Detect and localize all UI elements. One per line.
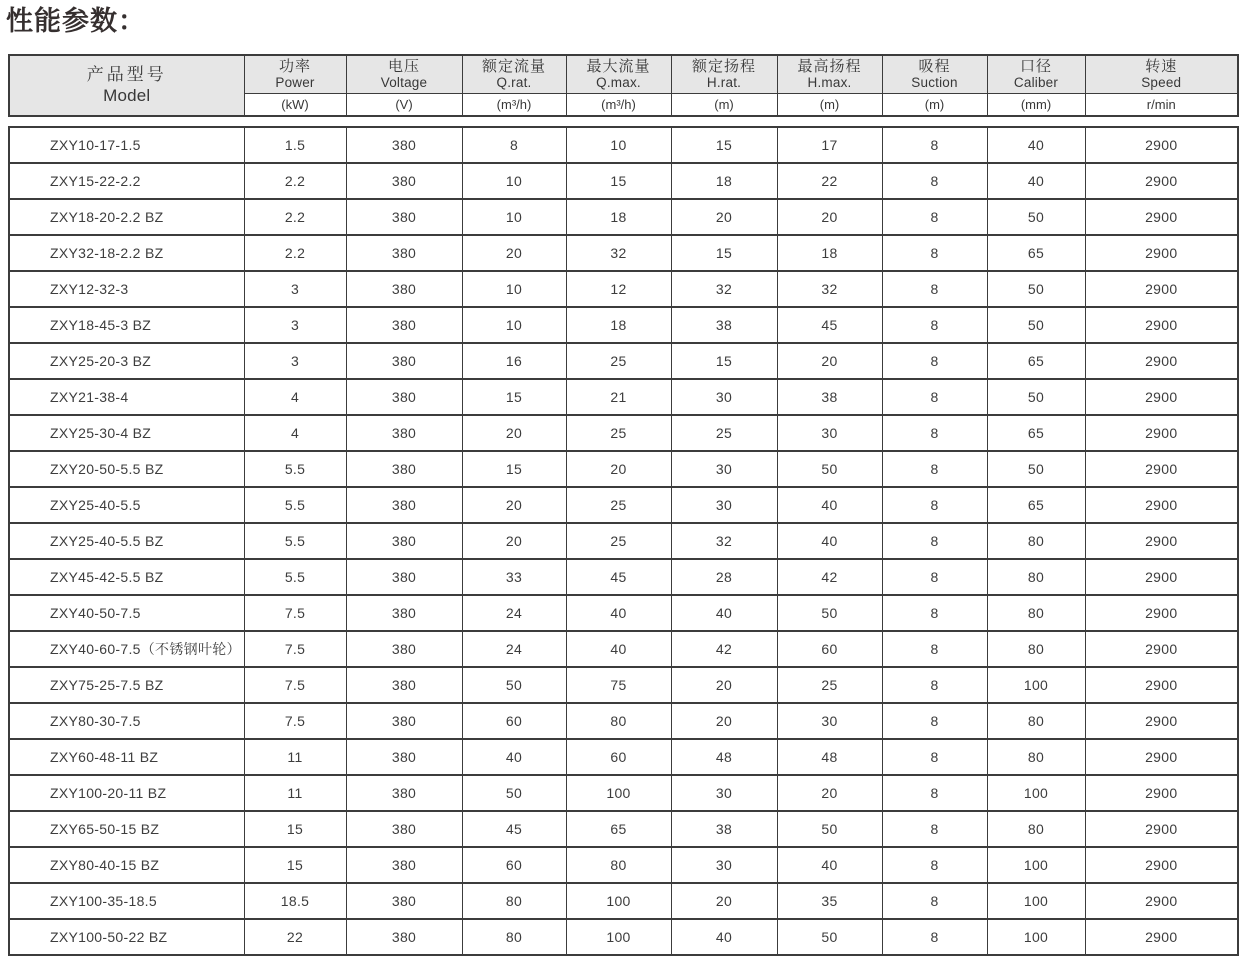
model-cell: ZXY100-35-18.5: [9, 883, 244, 919]
value-cell: 24: [462, 631, 566, 667]
value-cell: 20: [777, 343, 882, 379]
unit-cell-power: (kW): [244, 94, 346, 117]
value-cell: 7.5: [244, 667, 346, 703]
unit-cell-q-rat: (m³/h): [462, 94, 566, 117]
value-cell: 8: [882, 235, 987, 271]
value-cell: 3: [244, 343, 346, 379]
value-cell: 80: [987, 739, 1085, 775]
value-cell: 8: [882, 847, 987, 883]
column-header-voltage: [346, 55, 462, 94]
model-cell: ZXY75-25-7.5 BZ: [9, 667, 244, 703]
value-cell: 11: [244, 775, 346, 811]
value-cell: 100: [566, 883, 671, 919]
column-header-h-rat: [671, 55, 777, 94]
column-title-en: H.rat.: [706, 75, 742, 91]
value-cell: 380: [346, 703, 462, 739]
model-cell: ZXY25-20-3 BZ: [9, 343, 244, 379]
unit-cell-speed: r/min: [1085, 94, 1238, 117]
value-cell: 20: [462, 415, 566, 451]
value-cell: 2900: [1085, 199, 1238, 235]
value-cell: 2900: [1085, 883, 1238, 919]
table-row: [9, 775, 1238, 811]
value-cell: 38: [777, 379, 882, 415]
value-cell: 80: [987, 811, 1085, 847]
value-cell: 380: [346, 127, 462, 163]
value-cell: 2900: [1085, 451, 1238, 487]
value-cell: 35: [777, 883, 882, 919]
value-cell: 40: [987, 127, 1085, 163]
value-cell: 22: [244, 919, 346, 955]
value-cell: 100: [987, 883, 1085, 919]
value-cell: 42: [777, 559, 882, 595]
column-title-zh: 最大流量: [586, 58, 651, 75]
table-row: [9, 739, 1238, 775]
table-row: [9, 199, 1238, 235]
value-cell: 25: [566, 487, 671, 523]
unit-cell-suction: (m): [882, 94, 987, 117]
table-row: [9, 307, 1238, 343]
value-cell: 25: [566, 415, 671, 451]
model-cell: ZXY80-30-7.5: [9, 703, 244, 739]
value-cell: 2.2: [244, 163, 346, 199]
value-cell: 380: [346, 811, 462, 847]
value-cell: 4: [244, 379, 346, 415]
column-header-speed: [1085, 55, 1238, 94]
value-cell: 32: [777, 271, 882, 307]
value-cell: 20: [566, 451, 671, 487]
model-cell: ZXY80-40-15 BZ: [9, 847, 244, 883]
value-cell: 45: [777, 307, 882, 343]
column-title-zh: 额定扬程: [691, 58, 756, 75]
value-cell: 7.5: [244, 595, 346, 631]
model-cell: ZXY21-38-4: [9, 379, 244, 415]
value-cell: 380: [346, 235, 462, 271]
value-cell: 20: [671, 883, 777, 919]
document-page: [0, 6, 1243, 956]
model-cell: ZXY25-40-5.5 BZ: [9, 523, 244, 559]
column-title-en: Suction: [911, 75, 958, 91]
value-cell: 2900: [1085, 415, 1238, 451]
value-cell: 50: [462, 775, 566, 811]
value-cell: 15: [244, 847, 346, 883]
table-row: [9, 127, 1238, 163]
value-cell: 2900: [1085, 739, 1238, 775]
value-cell: 22: [777, 163, 882, 199]
table-row: [9, 271, 1238, 307]
value-cell: 80: [566, 847, 671, 883]
value-cell: 65: [987, 235, 1085, 271]
spec-table-body: [8, 126, 1239, 956]
value-cell: 20: [462, 523, 566, 559]
value-cell: 50: [987, 451, 1085, 487]
table-row: [9, 343, 1238, 379]
table-row: [9, 703, 1238, 739]
value-cell: 8: [882, 523, 987, 559]
value-cell: 18: [566, 199, 671, 235]
value-cell: 20: [462, 235, 566, 271]
value-cell: 5.5: [244, 559, 346, 595]
value-cell: 45: [566, 559, 671, 595]
value-cell: 20: [462, 487, 566, 523]
value-cell: 15: [462, 451, 566, 487]
value-cell: 80: [987, 559, 1085, 595]
value-cell: 2900: [1085, 271, 1238, 307]
value-cell: 80: [462, 919, 566, 955]
value-cell: 15: [462, 379, 566, 415]
value-cell: 380: [346, 451, 462, 487]
value-cell: 50: [987, 199, 1085, 235]
column-header-power: [244, 55, 346, 94]
value-cell: 65: [987, 343, 1085, 379]
model-cell: ZXY12-32-3: [9, 271, 244, 307]
value-cell: 2900: [1085, 235, 1238, 271]
value-cell: 8: [462, 127, 566, 163]
value-cell: 7.5: [244, 631, 346, 667]
value-cell: 8: [882, 487, 987, 523]
value-cell: 45: [462, 811, 566, 847]
model-cell: ZXY45-42-5.5 BZ: [9, 559, 244, 595]
value-cell: 8: [882, 199, 987, 235]
unit-cell-caliber: (mm): [987, 94, 1085, 117]
value-cell: 80: [462, 883, 566, 919]
value-cell: 50: [987, 379, 1085, 415]
value-cell: 8: [882, 163, 987, 199]
value-cell: 65: [987, 415, 1085, 451]
column-title-zh: 额定流量: [481, 58, 546, 75]
value-cell: 30: [777, 703, 882, 739]
value-cell: 48: [777, 739, 882, 775]
table-row: [9, 451, 1238, 487]
value-cell: 80: [987, 523, 1085, 559]
column-header-caliber: [987, 55, 1085, 94]
value-cell: 80: [566, 703, 671, 739]
value-cell: 10: [462, 199, 566, 235]
column-title-zh: 最高扬程: [797, 58, 862, 75]
value-cell: 3: [244, 271, 346, 307]
column-title-zh: 功率: [278, 58, 311, 75]
model-cell: ZXY25-30-4 BZ: [9, 415, 244, 451]
value-cell: 8: [882, 451, 987, 487]
value-cell: 2900: [1085, 631, 1238, 667]
model-cell: ZXY15-22-2.2: [9, 163, 244, 199]
value-cell: 8: [882, 271, 987, 307]
value-cell: 18.5: [244, 883, 346, 919]
column-header-model: [9, 55, 244, 116]
value-cell: 40: [777, 487, 882, 523]
page-title: 性能参数：: [6, 6, 146, 37]
table-row: [9, 235, 1238, 271]
column-title-zh: 产品型号: [86, 65, 167, 85]
value-cell: 30: [671, 379, 777, 415]
value-cell: 50: [777, 811, 882, 847]
value-cell: 380: [346, 883, 462, 919]
table-row: [9, 487, 1238, 523]
value-cell: 8: [882, 739, 987, 775]
value-cell: 380: [346, 739, 462, 775]
table-row: [9, 523, 1238, 559]
value-cell: 380: [346, 847, 462, 883]
model-cell: ZXY60-48-11 BZ: [9, 739, 244, 775]
column-title-en: Speed: [1141, 75, 1182, 91]
table-row: [9, 163, 1238, 199]
column-title-zh: 口径: [1019, 58, 1052, 75]
value-cell: 2900: [1085, 343, 1238, 379]
table-row: [9, 847, 1238, 883]
value-cell: 380: [346, 559, 462, 595]
value-cell: 50: [777, 595, 882, 631]
value-cell: 380: [346, 775, 462, 811]
model-cell: ZXY32-18-2.2 BZ: [9, 235, 244, 271]
value-cell: 1.5: [244, 127, 346, 163]
value-cell: 28: [671, 559, 777, 595]
value-cell: 380: [346, 595, 462, 631]
value-cell: 3: [244, 307, 346, 343]
value-cell: 2900: [1085, 919, 1238, 955]
value-cell: 80: [987, 631, 1085, 667]
column-title-en: Caliber: [1013, 75, 1059, 91]
value-cell: 15: [566, 163, 671, 199]
value-cell: 100: [987, 667, 1085, 703]
value-cell: 8: [882, 559, 987, 595]
value-cell: 5.5: [244, 523, 346, 559]
value-cell: 2900: [1085, 811, 1238, 847]
model-cell: ZXY18-20-2.2 BZ: [9, 199, 244, 235]
value-cell: 11: [244, 739, 346, 775]
value-cell: 8: [882, 415, 987, 451]
table-row: [9, 379, 1238, 415]
value-cell: 20: [671, 199, 777, 235]
value-cell: 8: [882, 811, 987, 847]
value-cell: 8: [882, 883, 987, 919]
value-cell: 380: [346, 415, 462, 451]
value-cell: 32: [671, 523, 777, 559]
value-cell: 20: [777, 775, 882, 811]
value-cell: 17: [777, 127, 882, 163]
value-cell: 5.5: [244, 487, 346, 523]
value-cell: 40: [671, 595, 777, 631]
value-cell: 2900: [1085, 595, 1238, 631]
value-cell: 10: [462, 307, 566, 343]
value-cell: 100: [987, 919, 1085, 955]
table-row: [9, 631, 1238, 667]
value-cell: 40: [777, 523, 882, 559]
column-title-en: Q.max.: [596, 75, 641, 91]
value-cell: 15: [671, 235, 777, 271]
value-cell: 20: [671, 667, 777, 703]
column-header-h-max: [777, 55, 882, 94]
value-cell: 8: [882, 343, 987, 379]
model-cell: ZXY65-50-15 BZ: [9, 811, 244, 847]
value-cell: 2900: [1085, 703, 1238, 739]
value-cell: 40: [566, 631, 671, 667]
table-row: [9, 595, 1238, 631]
value-cell: 380: [346, 271, 462, 307]
model-cell: ZXY18-45-3 BZ: [9, 307, 244, 343]
value-cell: 100: [566, 919, 671, 955]
value-cell: 380: [346, 919, 462, 955]
value-cell: 32: [566, 235, 671, 271]
value-cell: 20: [671, 703, 777, 739]
value-cell: 7.5: [244, 703, 346, 739]
column-title-en: Power: [275, 75, 315, 91]
value-cell: 75: [566, 667, 671, 703]
value-cell: 10: [566, 127, 671, 163]
column-title-en: Q.rat.: [496, 75, 532, 91]
model-cell: ZXY10-17-1.5: [9, 127, 244, 163]
value-cell: 40: [777, 847, 882, 883]
column-title-zh: 电压: [387, 58, 420, 75]
value-cell: 40: [987, 163, 1085, 199]
value-cell: 24: [462, 595, 566, 631]
value-cell: 60: [777, 631, 882, 667]
value-cell: 33: [462, 559, 566, 595]
value-cell: 380: [346, 523, 462, 559]
value-cell: 380: [346, 667, 462, 703]
value-cell: 30: [671, 487, 777, 523]
value-cell: 5.5: [244, 451, 346, 487]
value-cell: 2900: [1085, 487, 1238, 523]
value-cell: 30: [671, 775, 777, 811]
value-cell: 15: [671, 127, 777, 163]
column-title-en: Voltage: [380, 75, 428, 91]
value-cell: 8: [882, 595, 987, 631]
value-cell: 380: [346, 379, 462, 415]
value-cell: 40: [671, 919, 777, 955]
value-cell: 50: [987, 271, 1085, 307]
value-cell: 50: [462, 667, 566, 703]
model-cell: ZXY40-60-7.5（不锈钢叶轮）: [9, 631, 244, 667]
value-cell: 40: [462, 739, 566, 775]
value-cell: 12: [566, 271, 671, 307]
value-cell: 8: [882, 127, 987, 163]
value-cell: 8: [882, 667, 987, 703]
value-cell: 18: [566, 307, 671, 343]
value-cell: 25: [671, 415, 777, 451]
value-cell: 8: [882, 919, 987, 955]
value-cell: 2900: [1085, 523, 1238, 559]
value-cell: 2900: [1085, 379, 1238, 415]
value-cell: 16: [462, 343, 566, 379]
value-cell: 100: [566, 775, 671, 811]
value-cell: 65: [566, 811, 671, 847]
value-cell: 25: [566, 523, 671, 559]
table-row: [9, 415, 1238, 451]
value-cell: 48: [671, 739, 777, 775]
value-cell: 30: [671, 451, 777, 487]
value-cell: 380: [346, 199, 462, 235]
value-cell: 8: [882, 703, 987, 739]
spec-table-header: [8, 54, 1239, 117]
value-cell: 8: [882, 379, 987, 415]
value-cell: 38: [671, 811, 777, 847]
value-cell: 100: [987, 775, 1085, 811]
value-cell: 10: [462, 271, 566, 307]
model-cell: ZXY100-50-22 BZ: [9, 919, 244, 955]
value-cell: 60: [566, 739, 671, 775]
spec-table: [8, 54, 1237, 956]
value-cell: 25: [777, 667, 882, 703]
value-cell: 40: [566, 595, 671, 631]
value-cell: 80: [987, 595, 1085, 631]
value-cell: 2900: [1085, 163, 1238, 199]
column-title-en: H.max.: [807, 75, 852, 91]
value-cell: 38: [671, 307, 777, 343]
model-cell: ZXY40-50-7.5: [9, 595, 244, 631]
value-cell: 8: [882, 307, 987, 343]
column-title-en: Model: [103, 85, 151, 105]
value-cell: 60: [462, 847, 566, 883]
table-row: [9, 667, 1238, 703]
unit-cell-h-rat: (m): [671, 94, 777, 117]
value-cell: 15: [671, 343, 777, 379]
value-cell: 2.2: [244, 199, 346, 235]
value-cell: 20: [777, 199, 882, 235]
value-cell: 15: [244, 811, 346, 847]
value-cell: 60: [462, 703, 566, 739]
value-cell: 380: [346, 631, 462, 667]
unit-cell-h-max: (m): [777, 94, 882, 117]
value-cell: 30: [671, 847, 777, 883]
value-cell: 18: [671, 163, 777, 199]
value-cell: 100: [987, 847, 1085, 883]
value-cell: 25: [566, 343, 671, 379]
unit-cell-q-max: (m³/h): [566, 94, 671, 117]
value-cell: 50: [987, 307, 1085, 343]
column-title-zh: 转速: [1145, 58, 1178, 75]
value-cell: 380: [346, 343, 462, 379]
value-cell: 50: [777, 451, 882, 487]
value-cell: 32: [671, 271, 777, 307]
value-cell: 80: [987, 703, 1085, 739]
value-cell: 380: [346, 163, 462, 199]
value-cell: 2900: [1085, 127, 1238, 163]
value-cell: 50: [777, 919, 882, 955]
value-cell: 2900: [1085, 307, 1238, 343]
column-header-suction: [882, 55, 987, 94]
table-row: [9, 559, 1238, 595]
value-cell: 65: [987, 487, 1085, 523]
value-cell: 2.2: [244, 235, 346, 271]
model-cell: ZXY100-20-11 BZ: [9, 775, 244, 811]
unit-cell-voltage: (V): [346, 94, 462, 117]
table-row: [9, 811, 1238, 847]
column-header-q-max: [566, 55, 671, 94]
value-cell: 21: [566, 379, 671, 415]
value-cell: 380: [346, 487, 462, 523]
value-cell: 30: [777, 415, 882, 451]
model-cell: ZXY25-40-5.5: [9, 487, 244, 523]
value-cell: 2900: [1085, 559, 1238, 595]
value-cell: 4: [244, 415, 346, 451]
value-cell: 8: [882, 631, 987, 667]
value-cell: 42: [671, 631, 777, 667]
value-cell: 18: [777, 235, 882, 271]
column-title-zh: 吸程: [918, 58, 951, 75]
value-cell: 380: [346, 307, 462, 343]
table-row: [9, 919, 1238, 955]
value-cell: 10: [462, 163, 566, 199]
value-cell: 2900: [1085, 667, 1238, 703]
value-cell: 8: [882, 775, 987, 811]
model-cell: ZXY20-50-5.5 BZ: [9, 451, 244, 487]
value-cell: 2900: [1085, 847, 1238, 883]
table-row: [9, 883, 1238, 919]
value-cell: 2900: [1085, 775, 1238, 811]
column-header-q-rat: [462, 55, 566, 94]
